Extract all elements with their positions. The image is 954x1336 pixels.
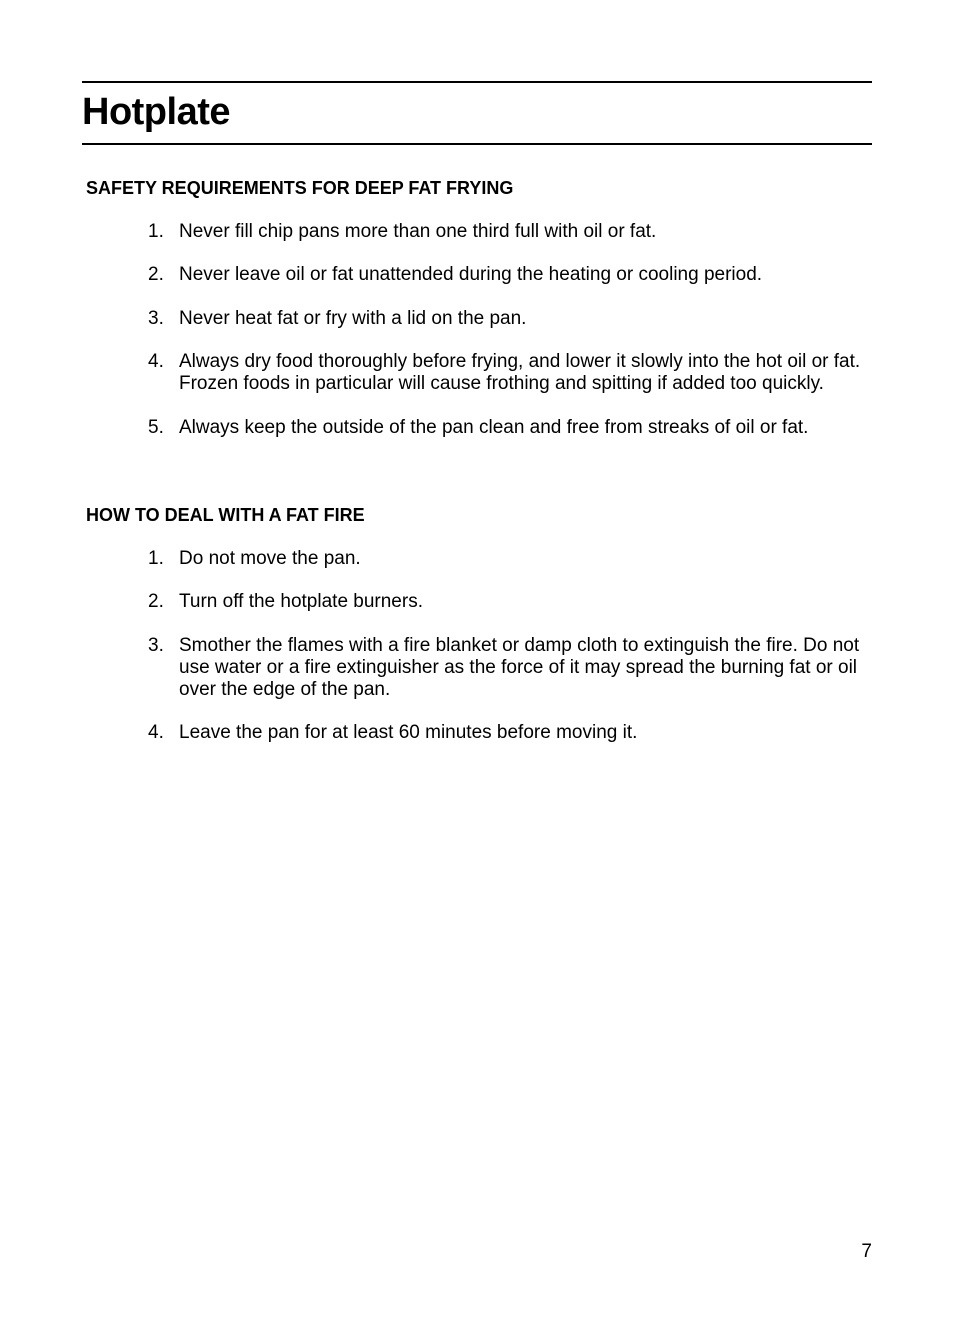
- list-item: [86, 635, 891, 701]
- title-top-rule: [82, 81, 872, 83]
- section-heading: HOW TO DEAL WITH A FAT FIRE: [86, 505, 365, 525]
- safety-requirements-section: [86, 177, 876, 439]
- list-item: [86, 308, 891, 330]
- list-item: [86, 417, 891, 439]
- page-number: 7: [861, 1241, 872, 1262]
- item-number: 4.: [148, 351, 164, 372]
- section-heading: SAFETY REQUIREMENTS FOR DEEP FAT FRYING: [86, 178, 514, 198]
- item-number: 2.: [148, 591, 164, 612]
- page-title: Hotplate: [82, 91, 230, 133]
- item-text: Smother the flames with a fire blanket or damp cloth to extinguish the fire. Do not use water or a fire extinguisher as the force of it may spread the burning fat or oil over the edge of the pan.: [179, 634, 860, 700]
- list-item: [86, 264, 891, 286]
- item-number: 3.: [148, 307, 164, 329]
- item-number: 4.: [148, 722, 164, 743]
- safety-requirements-list: [86, 221, 876, 439]
- item-number: 1.: [148, 547, 164, 569]
- item-text: Always keep the outside of the pan clean and free from streaks of oil or fat.: [179, 416, 809, 438]
- fat-fire-section: [86, 504, 876, 744]
- item-number: 5.: [148, 416, 164, 438]
- list-item: [86, 351, 891, 395]
- list-item: [86, 221, 891, 243]
- item-number: 1.: [148, 220, 164, 242]
- list-item: [86, 548, 891, 570]
- item-text: Never heat fat or fry with a lid on the pan.: [179, 307, 527, 329]
- item-number: 3.: [148, 634, 164, 656]
- list-item: [86, 591, 891, 613]
- item-text: Do not move the pan.: [179, 547, 361, 569]
- item-text: Never leave oil or fat unattended during the heating or cooling period.: [179, 264, 763, 285]
- item-number: 2.: [148, 264, 164, 285]
- item-text: Never fill chip pans more than one third full with oil or fat.: [179, 220, 657, 242]
- item-text: Leave the pan for at least 60 minutes before moving it.: [179, 722, 638, 743]
- item-text: Turn off the hotplate burners.: [179, 591, 423, 612]
- fat-fire-list: [86, 548, 876, 745]
- title-bottom-rule: [82, 143, 872, 145]
- item-text: Always dry food thoroughly before frying, and lower it slowly into the hot oil or fat. Frozen foods in particular will cause frothing and spitting if added too quickly.: [179, 351, 861, 394]
- list-item: [86, 722, 891, 744]
